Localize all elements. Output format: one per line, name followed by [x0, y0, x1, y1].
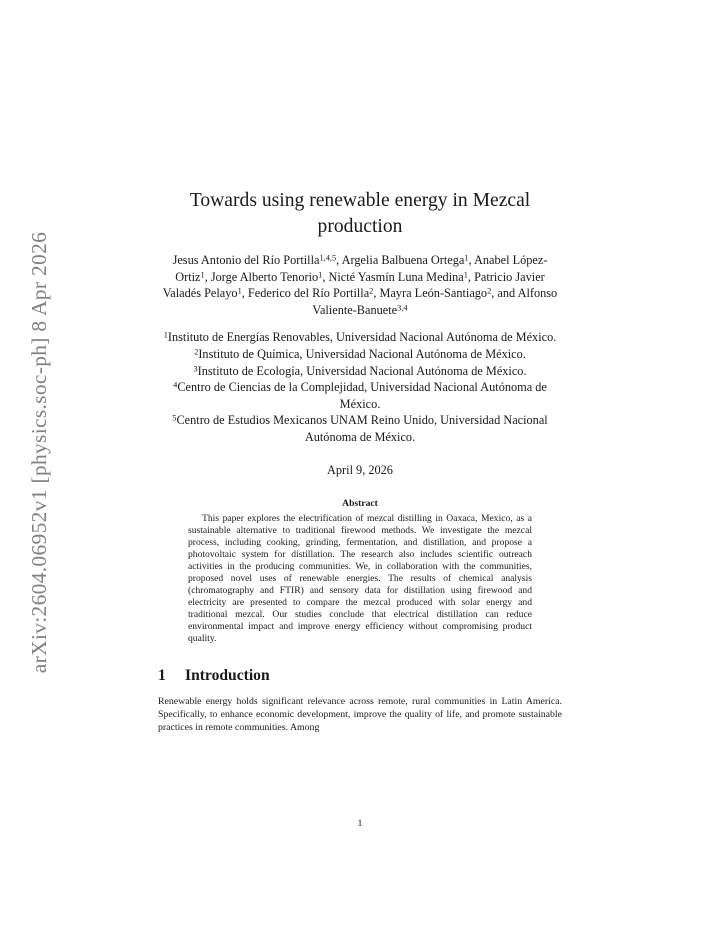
author-name: Anabel López-Ortiz — [175, 253, 548, 284]
author-name: Nicté Yasmín Luna Medina — [328, 269, 464, 284]
affiliation-item — [158, 412, 562, 445]
affiliation-marker: 5 — [172, 413, 177, 423]
affiliation-text: Instituto de Ecología, Universidad Nacional Autónoma de México. — [197, 363, 527, 378]
arxiv-identifier-text: arXiv:2604.06952v1 [physics.soc-ph] 8 Apr 2026 — [27, 231, 52, 674]
affiliation-item — [158, 379, 562, 412]
affiliation-text: Instituto de Química, Universidad Nacional Autónoma de México. — [198, 346, 526, 361]
affiliation-text: Instituto de Energías Renovables, Universidad Nacional Autónoma de México. — [167, 330, 557, 345]
affiliation-marker: 1 — [163, 330, 168, 340]
author-name: Mayra León-Santiago — [379, 286, 488, 301]
author-affiliation-marker: 1 — [464, 253, 469, 263]
author-separator: , — [336, 253, 342, 267]
introduction-paragraph: Renewable energy holds significant relevance across remote, rural communities in Latin America. Specifically, to enhance economic development, improve the quality of life, and promote sustainable practices in remote communities. Among — [158, 695, 562, 733]
affiliation-list — [158, 329, 562, 445]
arxiv-identifier — [20, 225, 60, 680]
section-number: 1 — [158, 666, 166, 684]
affiliation-item — [158, 363, 562, 380]
author-separator: , — [204, 269, 211, 284]
section-heading-introduction — [158, 667, 562, 685]
author-separator: , — [373, 286, 380, 301]
author-separator: , — [467, 269, 475, 284]
affiliation-item — [158, 329, 562, 346]
author-affiliation-marker: 1 — [463, 269, 468, 279]
author-list — [158, 252, 562, 318]
affiliation-text: Centro de Ciencias de la Complejidad, Universidad Nacional Autónoma de México. — [177, 380, 547, 411]
author-separator: , — [322, 269, 329, 284]
author-affiliation-marker: 1 — [200, 269, 205, 279]
section-title: Introduction — [185, 666, 270, 684]
author-affiliation-marker: 1 — [318, 269, 323, 279]
affiliation-marker: 4 — [173, 380, 178, 390]
author-affiliation-marker: 2 — [487, 286, 492, 296]
affiliation-text: Centro de Estudios Mexicanos UNAM Reino Unido, Universidad Nacional Autónoma de México. — [176, 413, 548, 444]
affiliation-item — [158, 346, 562, 363]
abstract — [188, 498, 532, 646]
paper-date: April 9, 2026 — [327, 462, 393, 477]
author-name: Alfonso Valiente-Banuete — [312, 286, 558, 317]
title-line-1: Towards using renewable energy in Mezcal — [189, 190, 531, 211]
title-line-2: production — [317, 216, 403, 237]
paper-title — [158, 188, 562, 240]
author-separator: , and — [491, 286, 518, 301]
abstract-heading: Abstract — [342, 497, 378, 509]
author-name: Patricio Javier Valadés Pelayo — [162, 269, 545, 301]
paper-page — [158, 188, 562, 734]
author-name: Jorge Alberto Tenorio — [210, 269, 319, 284]
author-affiliation-marker: 1,4,5 — [319, 253, 337, 263]
author-separator: , — [241, 286, 248, 301]
author-name: Federico del Río Portilla — [247, 286, 370, 301]
author-affiliation-marker: 1 — [237, 286, 242, 296]
affiliation-marker: 2 — [194, 347, 199, 357]
page-number: 1 — [357, 818, 363, 829]
author-affiliation-marker: 2 — [369, 286, 374, 296]
author-separator: , — [468, 253, 475, 267]
affiliation-marker: 3 — [193, 363, 198, 373]
author-name: Jesus Antonio del Río Portilla — [172, 253, 320, 267]
author-name: Argelia Balbuena Ortega — [341, 253, 465, 267]
abstract-text: This paper explores the electrification of mezcal distilling in Oaxaca, Mexico, as a sustainable alternative to traditional firewood methods. We investigate the mezcal process, including cooking, grinding, fermentation, and distillation, and propose a photovoltaic system for distillation. The research also includes scientific outreach activities in the producing communities. We, in collaboration with the communities, proposed novel uses of renewable energies. The results of chemical analysis (chromatography and FTIR) and sensory data for distillation using firewood and electricity are presented to compare the mezcal produced with solar energy and traditional mezcal. Our studies conclude that electrical distillation can reduce environmental impact and improve energy efficiency without compromising product quality. — [188, 512, 532, 645]
author-affiliation-marker: 3,4 — [397, 303, 408, 313]
